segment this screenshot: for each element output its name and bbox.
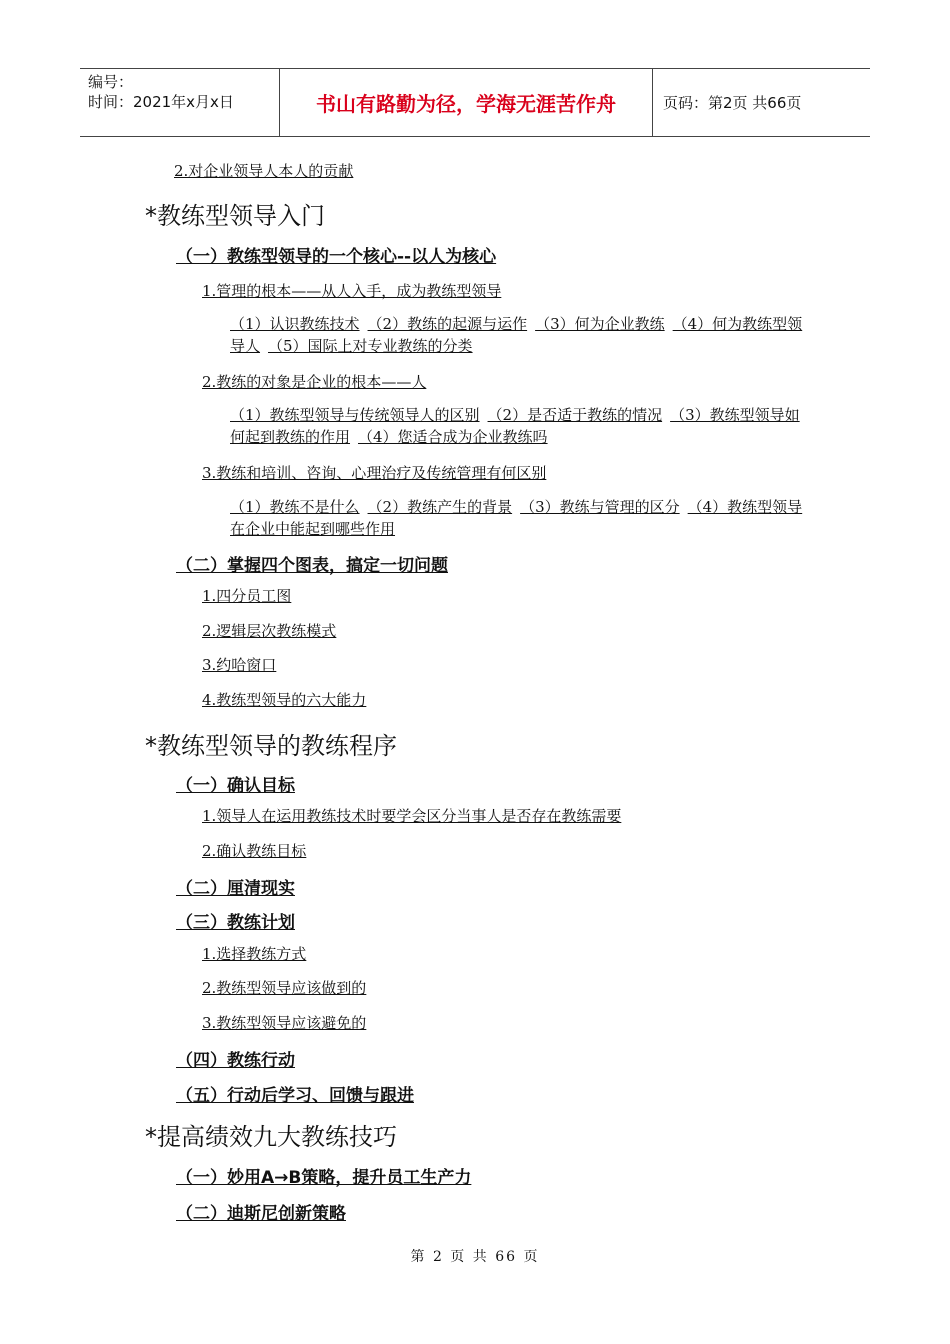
item-confirm-goal[interactable]: 2.确认教练目标 (202, 842, 307, 860)
subsection-disney-strategy[interactable]: （二）迪斯尼创新策略 (176, 1204, 346, 1224)
subsection-four-charts[interactable]: （二）掌握四个图表，搞定一切问题 (176, 556, 448, 576)
subsection-followup[interactable]: （五）行动后学习、回馈与跟进 (176, 1086, 414, 1106)
para-3-item[interactable]: （1）教练不是什么 (230, 498, 360, 516)
para-2-item[interactable]: （2）是否适于教练的情况 (487, 406, 663, 424)
section-intro-heading: *教练型领导入门 (145, 202, 325, 230)
subsection-ab-strategy[interactable]: （一）妙用A→B策略，提升员工生产力 (176, 1168, 472, 1188)
item-contribution[interactable]: 2.对企业领导人本人的贡献 (174, 162, 354, 180)
page-footer: 第 2 页 共 66 页 (410, 1249, 540, 1265)
para-3-item[interactable]: （4）教练型领导在企业中能起到哪些作用 (230, 498, 803, 538)
subsection-core[interactable]: （一）教练型领导的一个核心--以人为核心 (176, 247, 497, 267)
item-six-abilities[interactable]: 4.教练型领导的六大能力 (202, 691, 367, 709)
item-choose-method[interactable]: 1.选择教练方式 (202, 945, 307, 963)
subsection-confirm-goal[interactable]: （一）确认目标 (176, 776, 295, 796)
section-procedure-heading: *教练型领导的教练程序 (145, 732, 397, 760)
code-label: 编号： (88, 73, 134, 91)
subsection-coaching-plan[interactable]: （三）教练计划 (176, 913, 295, 933)
para-2 (230, 404, 810, 448)
para-2-item[interactable]: （1）教练型领导与传统领导人的区别 (230, 406, 480, 424)
para-2-item[interactable]: （3）教练型领导如何起到教练的作用 (230, 406, 800, 446)
header-meta (80, 69, 280, 136)
para-3-item[interactable]: （3）教练与管理的区分 (520, 498, 680, 516)
header-page-info: 页码：第2页 共66页 (663, 94, 802, 112)
para-1 (230, 313, 810, 357)
item-management-root[interactable]: 1.管理的根本——从人入手，成为教练型领导 (202, 282, 502, 300)
para-1-item[interactable]: （3）何为企业教练 (535, 315, 665, 333)
para-1-item[interactable]: （4）何为教练型领导人 (230, 315, 803, 355)
para-1-item[interactable]: （2）教练的起源与运作 (367, 315, 528, 333)
para-3-item[interactable]: （2）教练产生的背景 (367, 498, 513, 516)
header-motto: 书山有路勤为径，学海无涯苦作舟 (280, 69, 653, 136)
item-johari-window[interactable]: 3.约哈窗口 (202, 656, 277, 674)
para-3 (230, 496, 810, 540)
page-header (80, 68, 870, 137)
subsection-clarify-reality[interactable]: （二）厘清现实 (176, 879, 295, 899)
para-1-item[interactable]: （5）国际上对专业教练的分类 (268, 337, 473, 355)
item-coaching-difference[interactable]: 3.教练和培训、咨询、心理治疗及传统管理有何区别 (202, 464, 547, 482)
section-skills-heading: *提高绩效九大教练技巧 (145, 1123, 397, 1151)
time-label: 时间：2021年x月x日 (88, 93, 234, 111)
item-should-do[interactable]: 2.教练型领导应该做到的 (202, 979, 367, 997)
item-logic-levels[interactable]: 2.逻辑层次教练模式 (202, 622, 337, 640)
item-should-avoid[interactable]: 3.教练型领导应该避免的 (202, 1014, 367, 1032)
para-2-item[interactable]: （4）您适合成为企业教练吗 (358, 428, 548, 446)
item-four-quadrant[interactable]: 1.四分员工图 (202, 587, 292, 605)
item-coaching-target[interactable]: 2.教练的对象是企业的根本——人 (202, 373, 427, 391)
item-distinguish-need[interactable]: 1.领导人在运用教练技术时要学会区分当事人是否存在教练需要 (202, 807, 622, 825)
subsection-coaching-action[interactable]: （四）教练行动 (176, 1051, 295, 1071)
para-1-item[interactable]: （1）认识教练技术 (230, 315, 360, 333)
